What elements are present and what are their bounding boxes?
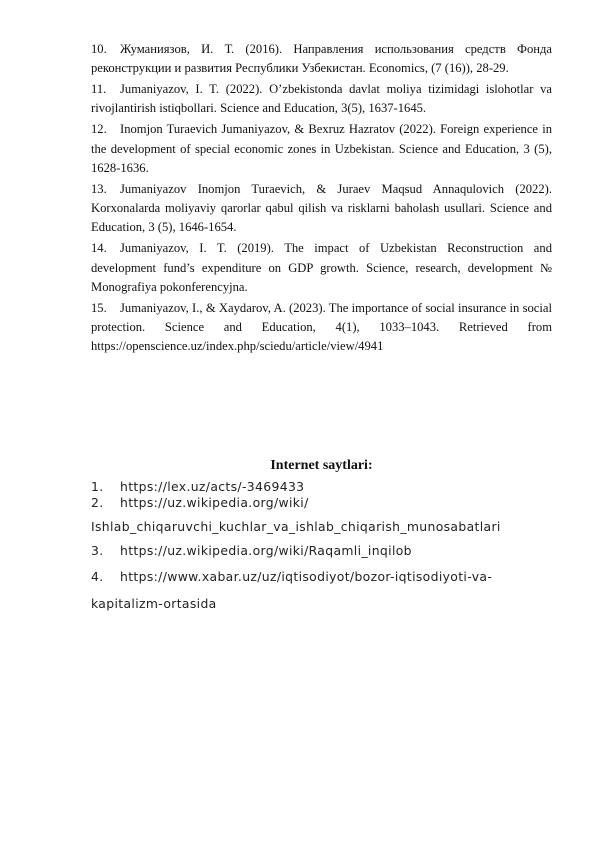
link-url[interactable]: https://www.xabar.uz/uz/iqtisodiyot/bozor-iqtisodiyoti-va- [120,569,493,584]
internet-link-list [91,478,552,615]
reference-text: Jumaniyazov, I. T. (2022). O’zbekistonda davlat moliya tizimidagi islohotlar va rivojlantirish istiqbollari. Science and Education, 3(5), 1637-1645. [91,82,552,116]
link-item[interactable] [91,566,552,588]
reference-item [91,239,552,297]
link-number: 1. [91,479,104,494]
link-url[interactable]: https://uz.wikipedia.org/wiki/Raqamli_inqilob [120,543,412,558]
link-url[interactable]: https://lex.uz/acts/-3469433 [120,479,305,494]
link-item[interactable] [91,540,552,562]
link-url-continuation[interactable]: kapitalizm-ortasida [91,596,217,611]
reference-item [91,180,552,238]
reference-number: 14. [91,241,107,256]
link-url[interactable]: https://uz.wikipedia.org/wiki/ [120,495,309,510]
reference-number: 15. [91,300,107,315]
internet-sites-heading: Internet saytlari: [270,458,373,473]
reference-number: 13. [91,181,107,196]
reference-text: Jumaniyazov, I., & Xaydarov, A. (2023). The importance of social insurance in social protection. Science and Education, 4(1), 1033–1043. Retrieved from https://openscience.uz/index.php/sciedu/article/view/4941 [91,300,552,354]
reference-text: Inomjon Turaevich Jumaniyazov, & Bexruz Hazratov (2022). Foreign experience in the development of special economic zones in Uzbekistan. Science and Education, 3 (5), 1628-1636. [91,122,552,175]
link-number: 2. [91,495,104,510]
reference-text: Jumaniyazov, I. T. (2019). The impact of Uzbekistan Reconstruction and development fund’s expenditure on GDP growth. Science, research, development № Monografiya pokonferencyjna. [91,241,552,294]
link-number: 3. [91,543,104,558]
reference-item [91,299,552,357]
link-item[interactable] [91,478,552,495]
reference-text: Жуманиязов, И. Т. (2016). Направления использования средств Фонда реконструкции и развития Республики Узбекистан. Economics, (7 (16)), 28-29. [91,42,552,76]
link-number: 4. [91,569,104,584]
reference-number: 12. [91,122,107,137]
link-item[interactable] [91,495,552,511]
reference-list [91,40,552,358]
reference-number: 11. [91,82,107,97]
reference-text: Jumaniyazov Inomjon Turaevich, & Juraev Maqsud Annaqulovich (2022). Korxonalarda moliyaviy qarorlar qabul qilish va risklarni baholash usullari. Science and Education, 3 (5), 1646-1654. [91,181,552,235]
reference-number: 10. [91,42,107,56]
reference-item [91,40,552,79]
reference-item [91,80,552,119]
reference-item [91,120,552,178]
link-url-continuation[interactable]: Ishlab_chiqaruvchi_kuchlar_va_ishlab_chiqarish_munosabatlari [91,519,501,534]
